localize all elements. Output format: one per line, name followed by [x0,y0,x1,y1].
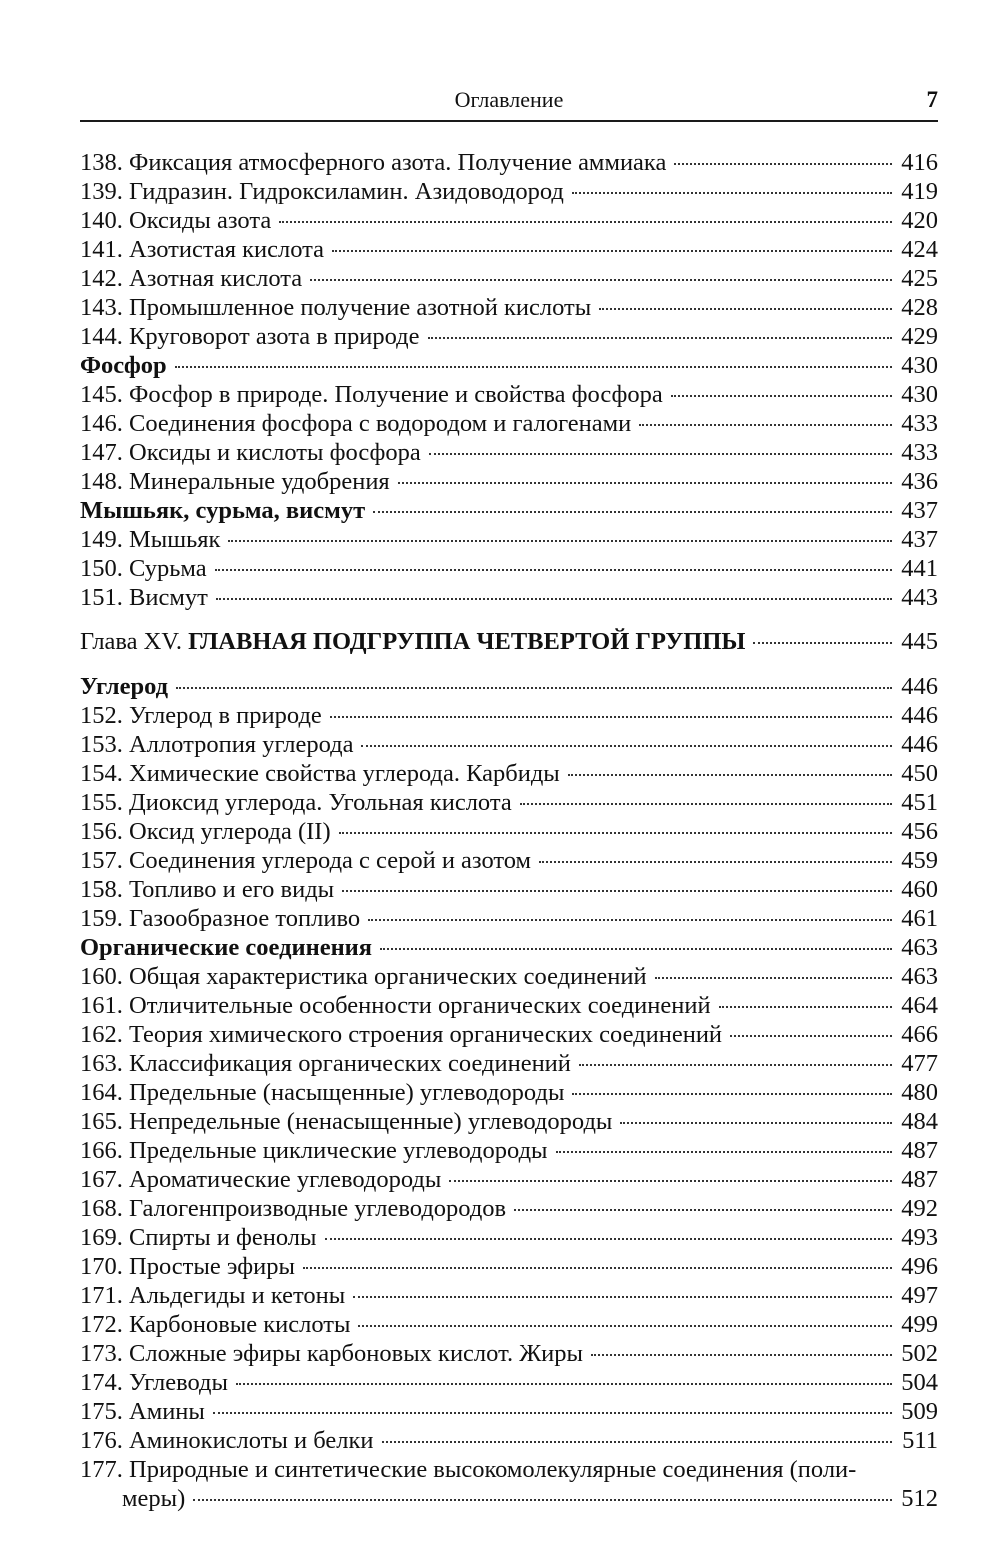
toc-entry-page: 496 [901,1253,938,1280]
toc-entry-153[interactable] [80,730,938,759]
toc-entry-page: 436 [901,468,938,495]
leader-dots [193,1499,892,1501]
toc-entry-page: 511 [902,1427,938,1454]
toc-chapter-xv[interactable] [80,627,938,656]
chapter-prefix: Глава XV. [80,628,189,655]
toc-entry-165[interactable] [80,1107,938,1136]
toc-entry-169[interactable] [80,1223,938,1252]
toc-entry-title: 142. Азотная кислота [80,265,303,292]
toc-entry-page: 446 [901,673,938,700]
toc-entry-171[interactable] [80,1281,938,1310]
toc-entry-page: 429 [901,323,938,350]
leader-dots [325,1238,893,1240]
leader-dots [556,1151,893,1153]
toc-entry-143[interactable] [80,293,938,322]
toc-entry-title: 148. Минеральные удобрения [80,468,390,495]
leader-dots [332,250,892,252]
toc-entry-162[interactable] [80,1020,938,1049]
toc-section-arsenic-antimony-bismuth[interactable] [80,496,938,525]
toc-entry-page: 445 [901,628,938,655]
toc-entry-title: 165. Непредельные (ненасыщенные) углеводороды [80,1108,613,1135]
leader-dots [342,890,892,892]
toc-entry-141[interactable] [80,235,938,264]
toc-entry-title: 167. Ароматические углеводороды [80,1166,442,1193]
leader-dots [310,279,892,281]
toc-entry-title: 145. Фосфор в природе. Получение и свойства фосфора [80,381,663,408]
leader-dots [382,1441,893,1443]
toc-entry-page: 446 [901,731,938,758]
toc-entry-145[interactable] [80,380,938,409]
toc-entry-155[interactable] [80,788,938,817]
toc-entry-title: 170. Простые эфиры [80,1253,295,1280]
toc-entry-168[interactable] [80,1194,938,1223]
toc-entry-page: 437 [901,497,938,524]
toc-entry-154[interactable] [80,759,938,788]
toc-entry-title: 159. Газообразное топливо [80,905,361,932]
toc-entry-title: 173. Сложные эфиры карбоновых кислот. Жиры [80,1340,583,1367]
leader-dots [368,919,892,921]
toc-entry-page: 437 [901,526,938,553]
toc-entry-title: 157. Соединения углерода с серой и азотом [80,847,532,874]
leader-dots [719,1006,892,1008]
toc-entry-148[interactable] [80,467,938,496]
toc-entry-139[interactable] [80,177,938,206]
leader-dots [339,832,892,834]
leader-dots [279,221,892,223]
leader-dots [175,366,892,368]
leader-dots [539,861,892,863]
toc-entry-title: 175. Амины [80,1398,205,1425]
leader-dots [228,540,892,542]
toc-entry-150[interactable] [80,554,938,583]
toc-entry-page: 428 [901,294,938,321]
toc-section-title: Углерод [80,673,169,700]
toc-entry-158[interactable] [80,875,938,904]
toc-chapter-title [80,627,745,656]
toc-entry-title: 144. Круговорот азота в природе [80,323,420,350]
leader-dots [213,1412,892,1414]
toc-entry-176[interactable] [80,1426,938,1455]
toc-entry-149[interactable] [80,525,938,554]
toc-entry-160[interactable] [80,962,938,991]
toc-entry-page: 487 [901,1137,938,1164]
toc-entry-title: 143. Промышленное получение азотной кислоты [80,294,592,321]
running-title: Оглавление [454,87,564,112]
toc-entry-title: 177. Природные и синтетические высокомолекулярные соединения (поли- [80,1456,857,1483]
toc-entry-page: 477 [901,1050,938,1077]
leader-dots [568,774,892,776]
toc-entry-page: 425 [901,265,938,292]
toc-entry-166[interactable] [80,1136,938,1165]
toc-entry-title-continued: меры) [122,1485,186,1512]
toc-entry-page: 463 [901,934,938,961]
toc-entry-page: 450 [901,760,938,787]
leader-dots [639,424,892,426]
toc-entry-title: 171. Альдегиды и кетоны [80,1282,346,1309]
toc-entry-page: 416 [901,149,938,176]
toc-entry-title: 139. Гидразин. Гидроксиламин. Азидоводород [80,178,564,205]
toc-entry-page: 460 [901,876,938,903]
toc-entry-page: 459 [901,847,938,874]
toc-entry-title: 169. Спирты и фенолы [80,1224,317,1251]
toc-entry-142[interactable] [80,264,938,293]
leader-dots [599,308,892,310]
toc-entry-title: 146. Соединения фосфора с водородом и галогенами [80,410,632,437]
toc-section-phosphorus[interactable] [80,351,938,380]
toc-entry-title: 161. Отличительные особенности органических соединений [80,992,711,1019]
toc-entry-title: 151. Висмут [80,584,208,611]
toc-entry-page: 419 [901,178,938,205]
leader-dots [373,511,892,513]
toc-entry-page: 499 [901,1311,938,1338]
toc-entry-page: 484 [901,1108,938,1135]
toc-entry-title: 152. Углерод в природе [80,702,322,729]
toc-section-title: Органические соединения [80,934,373,961]
leader-dots [216,598,892,600]
toc-entry-title: 141. Азотистая кислота [80,236,325,263]
toc-entry-page: 420 [901,207,938,234]
leader-dots [398,482,892,484]
leader-dots [572,192,892,194]
toc-entry-title: 149. Мышьяк [80,526,221,553]
table-of-contents [80,148,938,1513]
toc-entry-161[interactable] [80,991,938,1020]
leader-dots [303,1267,892,1269]
toc-entry-title: 166. Предельные циклические углеводороды [80,1137,548,1164]
toc-entry-177-continued[interactable] [80,1484,938,1513]
chapter-name: ГЛАВНАЯ ПОДГРУППА ЧЕТВЕРТОЙ ГРУППЫ [188,628,746,655]
leader-dots [620,1122,892,1124]
toc-entry-title: 176. Аминокислоты и белки [80,1427,374,1454]
toc-entry-page: 430 [901,352,938,379]
toc-entry-title: 172. Карбоновые кислоты [80,1311,351,1338]
toc-entry-page: 464 [901,992,938,1019]
leader-dots [671,395,892,397]
toc-entry-page: 512 [901,1485,938,1512]
toc-entry-page: 424 [901,236,938,263]
leader-dots [753,642,892,644]
toc-entry-164[interactable] [80,1078,938,1107]
toc-entry-title: 153. Аллотропия углерода [80,731,354,758]
leader-dots [353,1296,892,1298]
toc-entry-174[interactable] [80,1368,938,1397]
toc-entry-page: 504 [901,1369,938,1396]
toc-entry-page: 433 [901,410,938,437]
toc-entry-147[interactable] [80,438,938,467]
leader-dots [429,453,892,455]
leader-dots [514,1209,892,1211]
toc-entry-page: 487 [901,1166,938,1193]
toc-entry-157[interactable] [80,846,938,875]
leader-dots [591,1354,892,1356]
toc-entry-page: 493 [901,1224,938,1251]
leader-dots [428,337,892,339]
toc-entry-title: 155. Диоксид углерода. Угольная кислота [80,789,512,816]
leader-dots [520,803,892,805]
toc-entry-page: 430 [901,381,938,408]
leader-dots [358,1325,892,1327]
toc-entry-title: 140. Оксиды азота [80,207,272,234]
toc-entry-title: 174. Углеводы [80,1369,228,1396]
toc-entry-172[interactable] [80,1310,938,1339]
toc-section-organic-compounds[interactable] [80,933,938,962]
toc-entry-page: 461 [901,905,938,932]
toc-entry-title: 147. Оксиды и кислоты фосфора [80,439,421,466]
toc-entry-173[interactable] [80,1339,938,1368]
toc-entry-page: 456 [901,818,938,845]
toc-entry-title: 158. Топливо и его виды [80,876,335,903]
leader-dots [674,163,892,165]
toc-entry-177[interactable] [80,1455,938,1484]
leader-dots [215,569,892,571]
toc-entry-page: 466 [901,1021,938,1048]
toc-entry-167[interactable] [80,1165,938,1194]
toc-entry-146[interactable] [80,409,938,438]
leader-dots [330,716,892,718]
toc-section-carbon[interactable] [80,672,938,701]
toc-entry-title: 150. Сурьма [80,555,207,582]
toc-entry-title: 162. Теория химического строения органических соединений [80,1021,723,1048]
leader-dots [655,977,892,979]
leader-dots [176,687,892,689]
toc-entry-152[interactable] [80,701,938,730]
page-number: 7 [926,87,938,112]
toc-entry-title: 138. Фиксация атмосферного азота. Получение аммиака [80,149,667,176]
toc-entry-title: 154. Химические свойства углерода. Карбиды [80,760,560,787]
toc-entry-page: 502 [901,1340,938,1367]
toc-entry-page: 480 [901,1079,938,1106]
toc-entry-170[interactable] [80,1252,938,1281]
toc-entry-page: 451 [901,789,938,816]
toc-entry-page: 433 [901,439,938,466]
toc-entry-title: 156. Оксид углерода (II) [80,818,331,845]
leader-dots [579,1064,892,1066]
leader-dots [361,745,892,747]
toc-entry-page: 492 [901,1195,938,1222]
toc-section-title: Фосфор [80,352,167,379]
toc-entry-title: 163. Классификация органических соединений [80,1050,571,1077]
leader-dots [730,1035,892,1037]
toc-entry-163[interactable] [80,1049,938,1078]
toc-entry-title: 164. Предельные (насыщенные) углеводороды [80,1079,565,1106]
toc-entry-title: 160. Общая характеристика органических соединений [80,963,647,990]
toc-entry-page: 463 [901,963,938,990]
toc-entry-page: 443 [901,584,938,611]
toc-section-title: Мышьяк, сурьма, висмут [80,497,366,524]
leader-dots [572,1093,892,1095]
toc-entry-140[interactable] [80,206,938,235]
toc-entry-page: 509 [901,1398,938,1425]
toc-entry-156[interactable] [80,817,938,846]
toc-entry-138[interactable] [80,148,938,177]
toc-entry-page: 446 [901,702,938,729]
toc-entry-page: 497 [901,1282,938,1309]
leader-dots [380,948,892,950]
page-header [80,86,938,122]
toc-entry-175[interactable] [80,1397,938,1426]
toc-entry-title: 168. Галогенпроизводные углеводородов [80,1195,507,1222]
leader-dots [236,1383,892,1385]
leader-dots [449,1180,892,1182]
toc-entry-159[interactable] [80,904,938,933]
toc-entry-144[interactable] [80,322,938,351]
toc-entry-151[interactable] [80,583,938,612]
toc-entry-page: 441 [901,555,938,582]
